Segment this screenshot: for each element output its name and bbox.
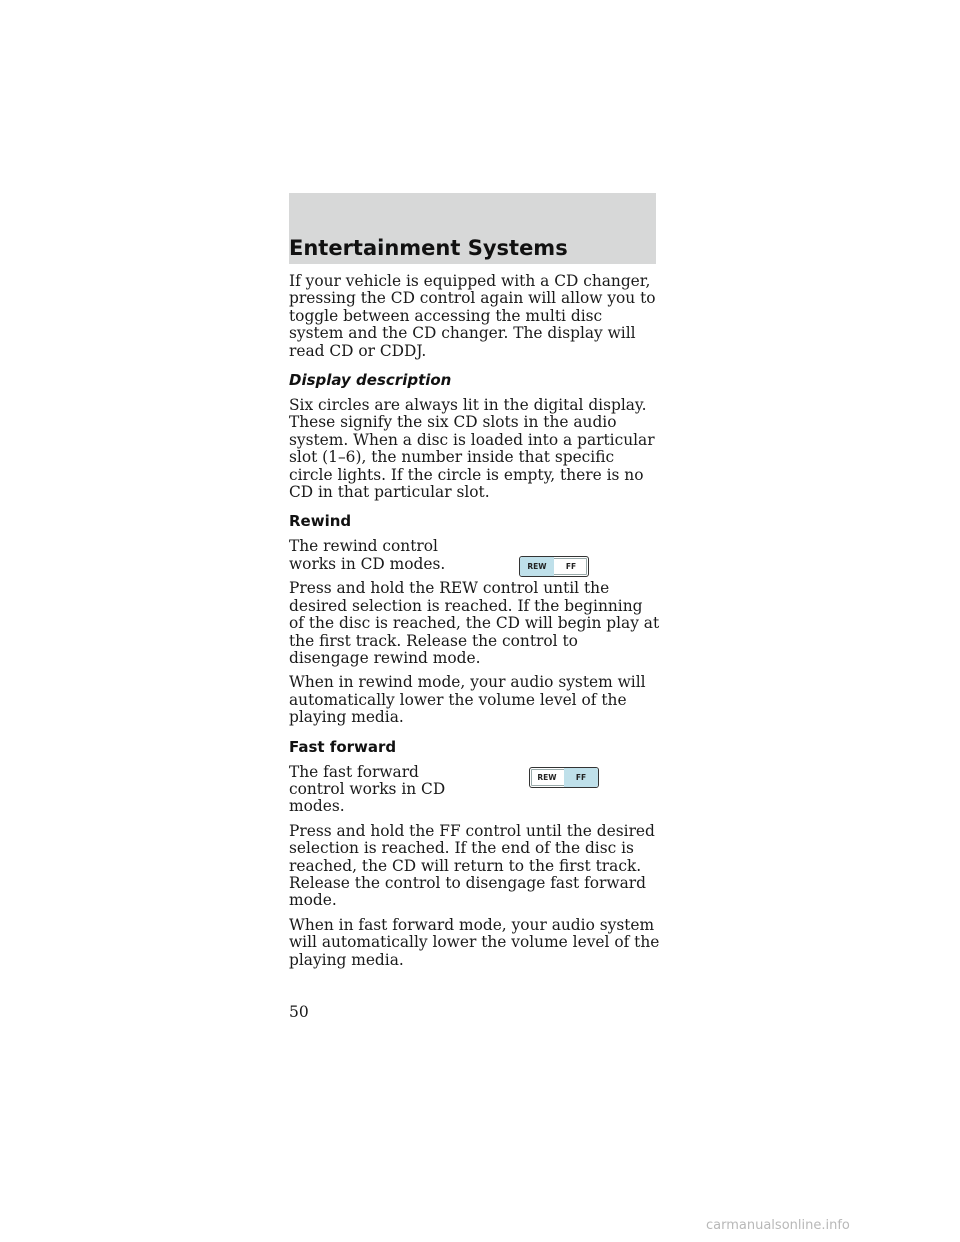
ff-button-label: FF: [565, 562, 577, 572]
rew-ff-control-ff-highlighted: [529, 767, 599, 788]
rewind-paragraph-2: When in rewind mode, your audio system will automatically lower the volume level of the playing media.: [289, 673, 646, 727]
fast-forward-heading: Fast forward: [289, 737, 397, 756]
rewind-row: [289, 538, 661, 580]
page-content: [289, 273, 661, 976]
section-title: Entertainment Systems: [289, 236, 568, 260]
rew-button-label: REW: [520, 557, 554, 576]
fast-forward-paragraph-2: When in fast forward mode, your audio system will automatically lower the volume level of the playing media.: [289, 915, 660, 969]
fast-forward-paragraph-1: Press and hold the FF control until the desired selection is reached. If the end of the disc is reached, the CD will return to the first track. Release the control to disengage fast forward mode.: [289, 821, 655, 910]
rew-ff-control-rew-highlighted: [519, 556, 589, 577]
watermark: carmanualsonline.info: [706, 1218, 850, 1233]
fast-forward-row: [289, 764, 661, 823]
display-description-heading: Display description: [289, 371, 452, 390]
rewind-heading: Rewind: [289, 512, 352, 531]
page-number: 50: [289, 1003, 309, 1021]
ff-button-label: FF: [564, 768, 598, 787]
rew-button-label: REW: [537, 772, 557, 782]
intro-paragraph: If your vehicle is equipped with a CD changer, pressing the CD control again will allow you to toggle between accessing the multi disc system and the CD changer. The display will read CD or CDDJ.: [289, 272, 656, 360]
rewind-intro: The rewind control works in CD modes.: [289, 537, 446, 573]
fast-forward-intro: The fast forward control works in CD modes.: [289, 762, 446, 816]
rewind-paragraph-1: Press and hold the REW control until the desired selection is reached. If the beginning of the disc is reached, the CD will begin play at the first track. Release the control to disengage rewind mode.: [289, 579, 660, 667]
display-description-paragraph: Six circles are always lit in the digital display. These signify the six CD slots in the audio system. When a disc is loaded into a particular slot (1–6), the number inside that specific circle lights. If the circle is empty, there is no CD in that particular slot.: [289, 396, 655, 502]
